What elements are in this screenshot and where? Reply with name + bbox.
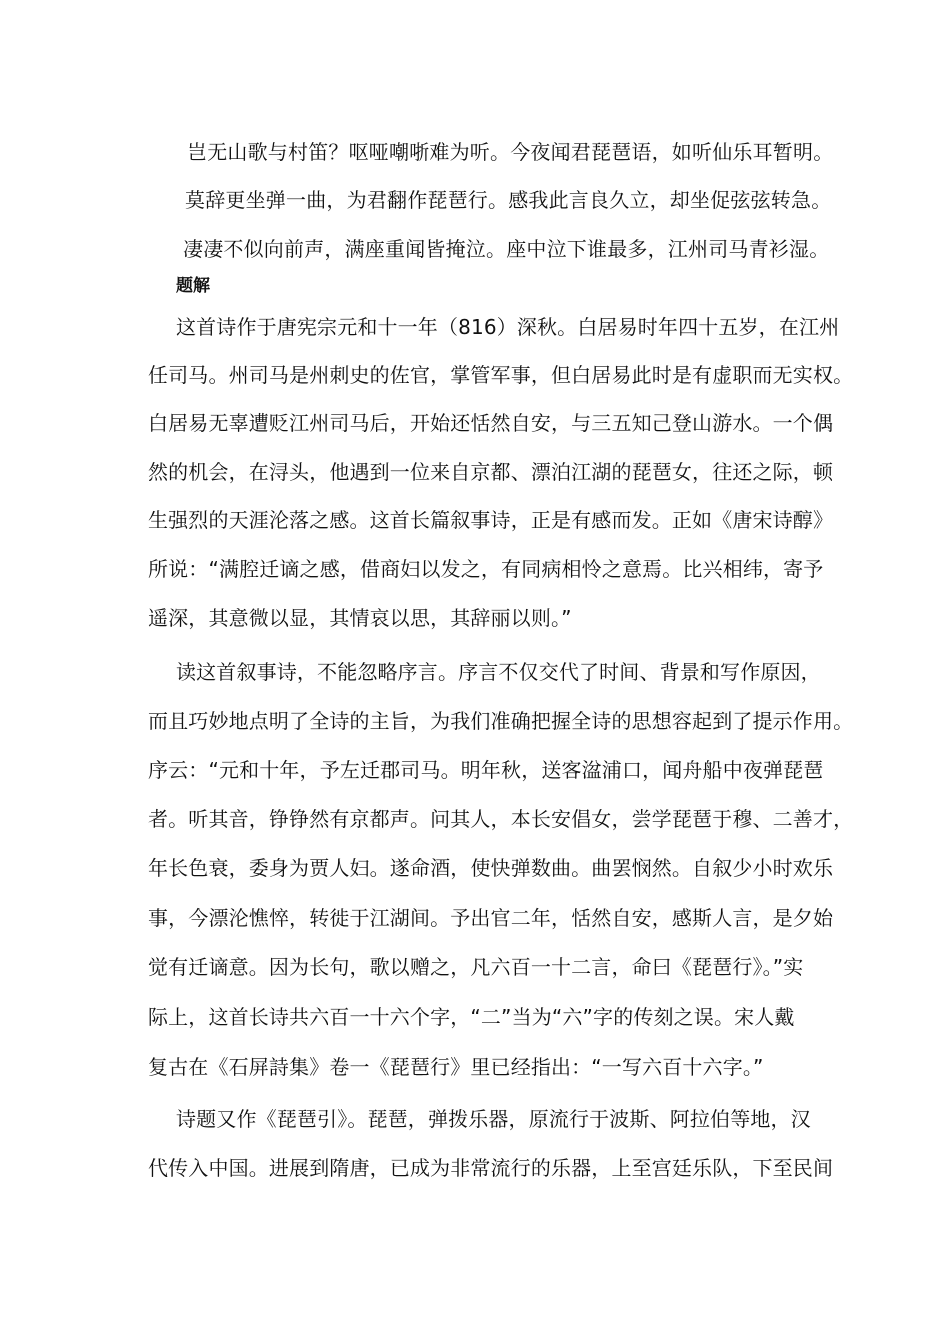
paragraph-line: 任司马。州司马是州刺史的佐官，掌管军事，但白居易此时是有虚职而无实权。 — [148, 363, 854, 387]
paragraph-line: 白居易无辜遭贬江州司马后，开始还恬然自安，与三五知己登山游水。一个偶 — [148, 411, 834, 435]
paragraph-line: 而且巧妙地点明了全诗的主旨，为我们准确把握全诗的思想容起到了提示作用。 — [148, 709, 854, 733]
paragraph-line: 事，今漂沦憔悴，转徙于江湖间。予出官二年，恬然自安，感斯人言，是夕始 — [148, 906, 834, 930]
poem-line: 莫辞更坐弹一曲，为君翻作琵琶行。感我此言良久立，却坐促弦弦转急。 — [185, 188, 832, 212]
paragraph-line: 年长色衰，委身为贾人妇。遂命酒，使快弹数曲。曲罢悯然。自叙少小时欢乐 — [148, 856, 834, 880]
paragraph-line: 复古在《石屏詩集》卷一《琵琶行》里已经指出：“一写六百十六字。” — [148, 1055, 764, 1079]
paragraph-line: 然的机会，在浔头，他遇到一位来自京都、漂泊江湖的琵琶女，往还之际，顿 — [148, 460, 834, 484]
paragraph-line: 觉有迁谪意。因为长句，歌以赠之，凡六百一十二言，命曰《琵琶行》。”实 — [148, 955, 804, 979]
poem-line: 岂无山歌与村笛？呕哑嘲哳难为听。今夜闻君琵琶语，如听仙乐耳暂明。 — [187, 140, 834, 164]
paragraph-line: 诗题又作《琵琶引》。琵琶，弹拨乐器，原流行于波斯、阿拉伯等地，汉 — [176, 1107, 811, 1131]
paragraph-line: 读这首叙事诗，不能忽略序言。序言不仅交代了时间、背景和写作原因， — [176, 660, 821, 684]
paragraph-line: 者。听其音，铮铮然有京都声。问其人，本长安倡女，尝学琵琶于穆、二善才， — [148, 807, 854, 831]
paragraph-line: 序云：“元和十年，予左迁郡司马。明年秋，送客湓浦口，闻舟船中夜弹琵琶 — [148, 758, 824, 782]
paragraph-line: 生强烈的天涯沦落之感。这首长篇叙事诗，正是有感而发。正如《唐宋诗醇》 — [148, 508, 834, 532]
paragraph-line: 这首诗作于唐宪宗元和十一年（816）深秋。白居易时年四十五岁，在江州 — [176, 315, 840, 339]
paragraph-line: 代传入中国。进展到隋唐，已成为非常流行的乐器，上至宫廷乐队，下至民间 — [148, 1156, 834, 1180]
paragraph-line: 际上，这首长诗共六百一十六个字，“二”当为“六”字的传刻之误。宋人戴 — [148, 1005, 795, 1029]
section-heading: 题解 — [176, 276, 210, 296]
paragraph-line: 遥深，其意微以显，其情哀以思，其辞丽以则。” — [148, 606, 572, 630]
poem-line: 凄凄不似向前声，满座重闻皆掩泣。座中泣下谁最多，江州司马青衫湿。 — [183, 237, 830, 261]
paragraph-line: 所说：“满腔迁谪之感，借商妇以发之，有同病相怜之意焉。比兴相纬，寄予 — [148, 557, 824, 581]
